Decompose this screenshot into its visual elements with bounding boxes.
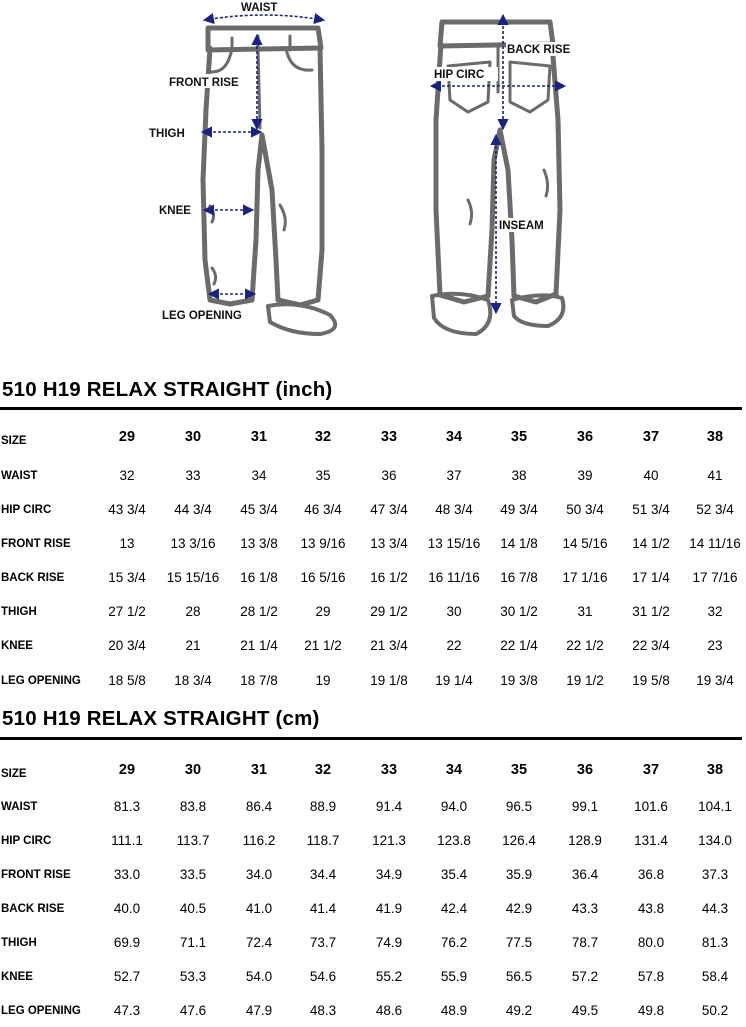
table-cell: 58.4 <box>701 969 729 984</box>
table-row <box>0 667 746 697</box>
front-rise-label: FRONT RISE <box>169 77 239 89</box>
table-cell: 31 1/2 <box>632 604 670 619</box>
table-cell: 50 3/4 <box>566 502 604 517</box>
table-cell: 45 3/4 <box>240 502 278 517</box>
table-cell: 28 1/2 <box>240 604 278 619</box>
size-header-cell: 30 <box>184 762 202 778</box>
size-header-cell: 35 <box>510 429 528 445</box>
table-cell: 33.0 <box>113 867 141 882</box>
table-cell: 99.1 <box>571 799 599 814</box>
table-cell: 27 1/2 <box>108 604 146 619</box>
table-cell: 49 3/4 <box>500 502 538 517</box>
table-cell: 37.3 <box>701 867 729 882</box>
table-cell: 47.9 <box>245 1003 273 1018</box>
size-header-cell: 34 <box>445 429 463 445</box>
table-cell: 23 <box>707 638 723 653</box>
table-cell: 39 <box>577 468 593 483</box>
table-cell: 19 3/8 <box>500 673 538 688</box>
table-cell: 40 <box>643 468 659 483</box>
table-header-row <box>0 759 746 789</box>
table-cell: 55.9 <box>440 969 468 984</box>
table-cell: 18 5/8 <box>108 673 146 688</box>
table-cell: 22 3/4 <box>632 638 670 653</box>
table-cell: 14 11/16 <box>689 536 741 551</box>
table-row <box>0 827 746 857</box>
table-cell: 13 9/16 <box>300 536 346 551</box>
size-header-cell: 38 <box>706 762 724 778</box>
size-header-cell: 37 <box>642 429 660 445</box>
table-cell: 121.3 <box>372 833 406 848</box>
table-cell: 118.7 <box>306 833 340 848</box>
table-cell: 49.5 <box>571 1003 599 1018</box>
table-cell: 13 3/16 <box>170 536 216 551</box>
size-header-cell: 30 <box>184 429 202 445</box>
table-cell: 57.8 <box>637 969 665 984</box>
table-cell: 13 3/8 <box>240 536 278 551</box>
table-cell: 74.9 <box>375 935 403 950</box>
table-row <box>0 564 746 594</box>
table-cell: 19 <box>315 673 331 688</box>
thigh-label: THIGH <box>149 128 185 140</box>
waist-label: WAIST <box>241 2 278 14</box>
table-title: 510 H19 RELAX STRAIGHT (inch) <box>2 378 333 401</box>
table-cell: 43 3/4 <box>108 502 146 517</box>
table-cell: 46 3/4 <box>304 502 342 517</box>
table-cell: 44 3/4 <box>174 502 212 517</box>
title-divider <box>0 407 742 410</box>
table-cell: 42.4 <box>440 901 468 916</box>
table-cell: 19 1/4 <box>435 673 473 688</box>
inseam-label: INSEAM <box>499 220 544 232</box>
table-cell: 54.6 <box>309 969 337 984</box>
table-cell: 21 1/2 <box>304 638 342 653</box>
row-label: WAIST <box>1 470 38 482</box>
table-cell: 19 1/8 <box>370 673 408 688</box>
table-row <box>0 496 746 526</box>
table-cell: 81.3 <box>701 935 729 950</box>
row-label: FRONT RISE <box>1 538 71 550</box>
table-cell: 29 <box>315 604 331 619</box>
table-cell: 113.7 <box>176 833 210 848</box>
size-header-cell: 36 <box>576 429 594 445</box>
table-cell: 38 <box>511 468 527 483</box>
table-cell: 69.9 <box>113 935 141 950</box>
table-cell: 41.9 <box>375 901 403 916</box>
table-cell: 16 1/2 <box>370 570 408 585</box>
table-cell: 31 <box>577 604 593 619</box>
table-cell: 20 3/4 <box>108 638 146 653</box>
table-cell: 13 15/16 <box>427 536 481 551</box>
knee-label: KNEE <box>159 205 191 217</box>
table-cell: 53.3 <box>179 969 207 984</box>
table-title: 510 H19 RELAX STRAIGHT (cm) <box>2 707 320 730</box>
size-header-cell: 31 <box>250 762 268 778</box>
table-cell: 101.6 <box>634 799 668 814</box>
row-label: THIGH <box>1 937 37 949</box>
table-cell: 51 3/4 <box>632 502 670 517</box>
table-cell: 34 <box>251 468 267 483</box>
table-cell: 111.1 <box>111 833 143 848</box>
table-cell: 16 5/16 <box>300 570 346 585</box>
row-label: KNEE <box>1 640 33 652</box>
size-header-cell: 29 <box>118 429 136 445</box>
size-header-cell: 38 <box>706 429 724 445</box>
table-cell: 131.4 <box>634 833 668 848</box>
table-cell: 47.6 <box>179 1003 207 1018</box>
table-cell: 30 <box>446 604 462 619</box>
table-cell: 18 7/8 <box>240 673 278 688</box>
table-row <box>0 632 746 662</box>
table-cell: 37 <box>446 468 462 483</box>
table-cell: 28 <box>185 604 201 619</box>
row-label: HIP CIRC <box>1 835 52 847</box>
table-cell: 40.5 <box>179 901 207 916</box>
table-cell: 128.9 <box>568 833 602 848</box>
table-cell: 47.3 <box>113 1003 141 1018</box>
table-cell: 48 3/4 <box>435 502 473 517</box>
measurement-diagram <box>0 0 746 355</box>
table-cell: 17 7/16 <box>692 570 738 585</box>
table-cell: 35.9 <box>505 867 533 882</box>
table-cell: 16 7/8 <box>500 570 538 585</box>
table-cell: 50.2 <box>701 1003 729 1018</box>
table-cell: 35.4 <box>440 867 468 882</box>
table-header-row <box>0 426 746 456</box>
size-header-cell: 29 <box>118 762 136 778</box>
table-cell: 30 1/2 <box>500 604 538 619</box>
row-label: SIZE <box>1 768 27 780</box>
table-cell: 91.4 <box>375 799 403 814</box>
table-row <box>0 462 746 492</box>
leg-opening-label: LEG OPENING <box>162 310 242 322</box>
table-cell: 42.9 <box>505 901 533 916</box>
hip-circ-label: HIP CIRC <box>434 69 485 81</box>
size-header-cell: 34 <box>445 762 463 778</box>
table-cell: 15 15/16 <box>166 570 220 585</box>
table-cell: 29 1/2 <box>370 604 408 619</box>
table-cell: 33 <box>185 468 201 483</box>
table-cell: 88.9 <box>309 799 337 814</box>
table-cell: 34.4 <box>309 867 337 882</box>
table-cell: 15 3/4 <box>108 570 146 585</box>
table-cell: 14 1/2 <box>632 536 670 551</box>
table-row <box>0 793 746 823</box>
table-cell: 48.6 <box>375 1003 403 1018</box>
table-cell: 36.8 <box>637 867 665 882</box>
table-cell: 47 3/4 <box>370 502 408 517</box>
table-cell: 80.0 <box>637 935 665 950</box>
table-cell: 18 3/4 <box>174 673 212 688</box>
table-cell: 73.7 <box>309 935 337 950</box>
table-row <box>0 929 746 959</box>
row-label: KNEE <box>1 971 33 983</box>
row-label: WAIST <box>1 801 38 813</box>
table-row <box>0 861 746 891</box>
row-label: BACK RISE <box>1 572 65 584</box>
front-measurement-arrows <box>203 15 323 294</box>
table-cell: 123.8 <box>437 833 471 848</box>
size-header-cell: 33 <box>380 429 398 445</box>
table-cell: 43.8 <box>637 901 665 916</box>
table-cell: 19 5/8 <box>632 673 670 688</box>
table-cell: 78.7 <box>571 935 599 950</box>
table-cell: 56.5 <box>505 969 533 984</box>
table-cell: 34.0 <box>245 867 273 882</box>
row-label: LEG OPENING <box>1 1005 81 1017</box>
table-cell: 22 1/4 <box>500 638 538 653</box>
table-row <box>0 598 746 628</box>
row-label: LEG OPENING <box>1 675 81 687</box>
table-cell: 126.4 <box>502 833 536 848</box>
size-header-cell: 33 <box>380 762 398 778</box>
table-cell: 21 3/4 <box>370 638 408 653</box>
table-cell: 77.5 <box>505 935 533 950</box>
table-cell: 94.0 <box>440 799 468 814</box>
row-label: SIZE <box>1 435 27 447</box>
table-cell: 96.5 <box>505 799 533 814</box>
size-header-cell: 32 <box>314 429 332 445</box>
table-cell: 52 3/4 <box>696 502 734 517</box>
table-cell: 22 1/2 <box>566 638 604 653</box>
table-cell: 83.8 <box>179 799 207 814</box>
size-header-cell: 37 <box>642 762 660 778</box>
table-cell: 71.1 <box>179 935 207 950</box>
table-cell: 76.2 <box>440 935 468 950</box>
row-label: THIGH <box>1 606 37 618</box>
size-header-cell: 35 <box>510 762 528 778</box>
table-cell: 43.3 <box>571 901 599 916</box>
table-cell: 33.5 <box>179 867 207 882</box>
table-cell: 19 1/2 <box>566 673 604 688</box>
table-cell: 52.7 <box>113 969 141 984</box>
table-cell: 40.0 <box>113 901 141 916</box>
front-jeans-illustration <box>203 28 335 334</box>
size-header-cell: 32 <box>314 762 332 778</box>
table-cell: 14 5/16 <box>562 536 608 551</box>
table-cell: 104.1 <box>698 799 732 814</box>
table-cell: 13 3/4 <box>370 536 408 551</box>
table-cell: 16 1/8 <box>240 570 278 585</box>
table-cell: 17 1/4 <box>632 570 670 585</box>
table-cell: 81.3 <box>113 799 141 814</box>
table-cell: 36 <box>381 468 397 483</box>
title-divider <box>0 737 742 740</box>
table-row <box>0 530 746 560</box>
table-cell: 32 <box>119 468 135 483</box>
table-cell: 21 <box>185 638 201 653</box>
table-cell: 32 <box>707 604 723 619</box>
table-cell: 116.2 <box>242 833 276 848</box>
table-cell: 72.4 <box>245 935 273 950</box>
table-cell: 22 <box>446 638 462 653</box>
table-cell: 55.2 <box>375 969 403 984</box>
table-cell: 21 1/4 <box>240 638 278 653</box>
table-cell: 48.9 <box>440 1003 468 1018</box>
table-cell: 86.4 <box>245 799 273 814</box>
table-cell: 44.3 <box>701 901 729 916</box>
table-cell: 36.4 <box>571 867 599 882</box>
table-cell: 54.0 <box>245 969 273 984</box>
back-rise-label: BACK RISE <box>507 44 571 56</box>
row-label: FRONT RISE <box>1 869 71 881</box>
table-cell: 49.2 <box>505 1003 533 1018</box>
table-cell: 35 <box>315 468 331 483</box>
table-row <box>0 963 746 993</box>
table-cell: 41.0 <box>245 901 273 916</box>
table-cell: 49.8 <box>637 1003 665 1018</box>
table-row <box>0 895 746 925</box>
table-cell: 41.4 <box>309 901 337 916</box>
table-cell: 16 11/16 <box>428 570 480 585</box>
row-label: HIP CIRC <box>1 504 52 516</box>
table-cell: 19 3/4 <box>696 673 734 688</box>
table-cell: 57.2 <box>571 969 599 984</box>
size-header-cell: 31 <box>250 429 268 445</box>
table-row <box>0 997 746 1027</box>
table-cell: 13 <box>119 536 135 551</box>
row-label: BACK RISE <box>1 903 65 915</box>
table-cell: 41 <box>707 468 723 483</box>
table-cell: 134.0 <box>698 833 732 848</box>
table-cell: 48.3 <box>309 1003 337 1018</box>
table-cell: 14 1/8 <box>500 536 538 551</box>
table-cell: 17 1/16 <box>562 570 608 585</box>
size-header-cell: 36 <box>576 762 594 778</box>
table-cell: 34.9 <box>375 867 403 882</box>
